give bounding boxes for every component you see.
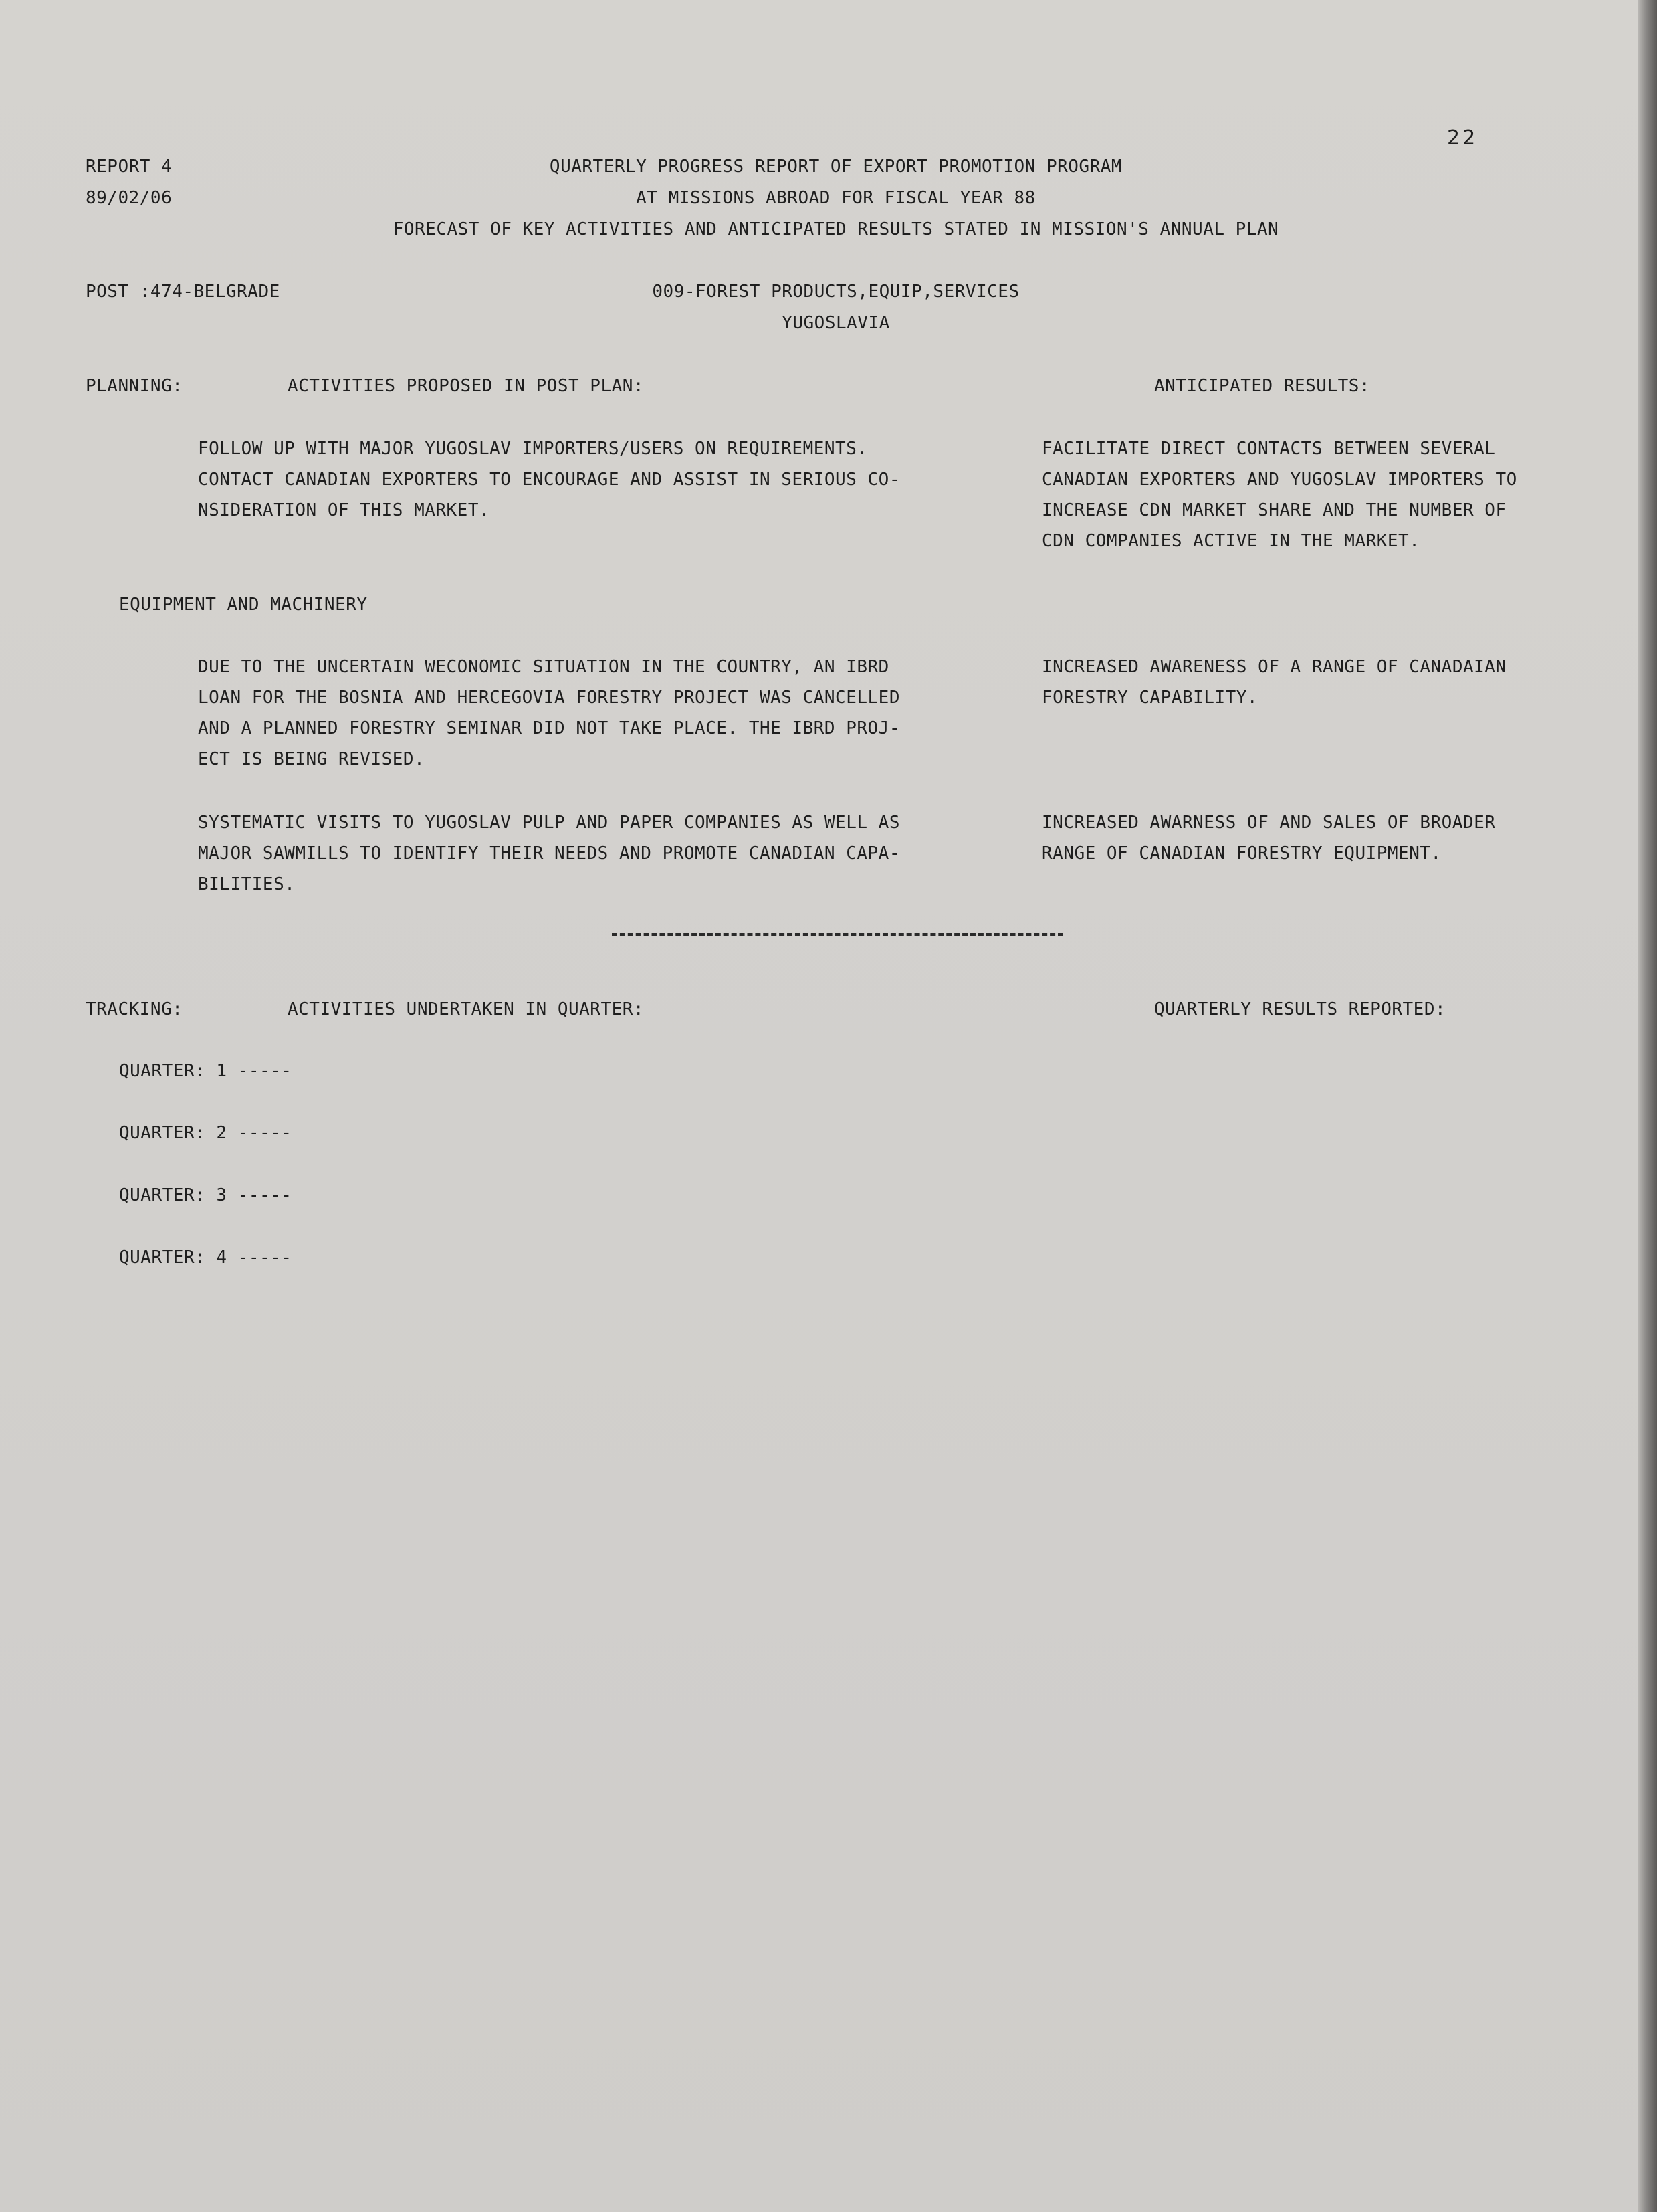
result-line: RANGE OF CANADIAN FORESTRY EQUIPMENT.	[1042, 843, 1442, 864]
planning-results-heading: ANTICIPATED RESULTS:	[1154, 376, 1371, 396]
result-line: INCREASE CDN MARKET SHARE AND THE NUMBER OF	[1042, 500, 1507, 520]
result-line: FACILITATE DIRECT CONTACTS BETWEEN SEVERAL	[1042, 439, 1496, 459]
section-divider	[612, 933, 1063, 936]
page-number: 22	[1447, 126, 1478, 150]
result-line: CANADIAN EXPORTERS AND YUGOSLAV IMPORTERS TO	[1042, 470, 1517, 490]
sector-title: 009-FOREST PRODUCTS,EQUIP,SERVICES	[652, 282, 1020, 302]
report-number: REPORT 4	[86, 157, 173, 177]
page-edge-shadow	[1638, 0, 1657, 2212]
report-title-line-1: QUARTERLY PROGRESS REPORT OF EXPORT PROMOTION PROGRAM	[549, 157, 1123, 177]
tracking-results-heading: QUARTERLY RESULTS REPORTED:	[1154, 999, 1446, 1019]
report-date: 89/02/06	[86, 188, 173, 208]
post-label: POST :474-BELGRADE	[86, 282, 280, 302]
country-name: YUGOSLAVIA	[782, 313, 890, 333]
report-title-line-3: FORECAST OF KEY ACTIVITIES AND ANTICIPATED RESULTS STATED IN MISSION'S ANNUAL PLAN	[393, 219, 1279, 239]
activity-line: ECT IS BEING REVISED.	[198, 749, 425, 769]
subsector-heading: EQUIPMENT AND MACHINERY	[119, 595, 368, 615]
activity-line: BILITIES.	[198, 874, 296, 894]
result-line: CDN COMPANIES ACTIVE IN THE MARKET.	[1042, 531, 1420, 551]
activity-line: NSIDERATION OF THIS MARKET.	[198, 500, 490, 520]
result-line: INCREASED AWARENESS OF A RANGE OF CANADAIAN	[1042, 657, 1507, 677]
activity-line: AND A PLANNED FORESTRY SEMINAR DID NOT TAKE PLACE. THE IBRD PROJ-	[198, 718, 900, 738]
activity-line: LOAN FOR THE BOSNIA AND HERCEGOVIA FORESTRY PROJECT WAS CANCELLED	[198, 688, 900, 708]
quarter-row: QUARTER: 2 -----	[119, 1123, 292, 1143]
tracking-activities-heading: ACTIVITIES UNDERTAKEN IN QUARTER:	[288, 999, 645, 1019]
quarter-row: QUARTER: 3 -----	[119, 1185, 292, 1205]
planning-label: PLANNING:	[86, 376, 183, 396]
quarter-row: QUARTER: 4 -----	[119, 1247, 292, 1268]
activity-line: MAJOR SAWMILLS TO IDENTIFY THEIR NEEDS AND PROMOTE CANADIAN CAPA-	[198, 843, 900, 864]
result-line: FORESTRY CAPABILITY.	[1042, 688, 1258, 708]
activity-line: SYSTEMATIC VISITS TO YUGOSLAV PULP AND PAPER COMPANIES AS WELL AS	[198, 813, 900, 833]
activity-line: DUE TO THE UNCERTAIN WECONOMIC SITUATION IN THE COUNTRY, AN IBRD	[198, 657, 889, 677]
activity-line: CONTACT CANADIAN EXPORTERS TO ENCOURAGE AND ASSIST IN SERIOUS CO-	[198, 470, 900, 490]
report-title-line-2: AT MISSIONS ABROAD FOR FISCAL YEAR 88	[636, 188, 1036, 208]
planning-activities-heading: ACTIVITIES PROPOSED IN POST PLAN:	[288, 376, 645, 396]
activity-line: FOLLOW UP WITH MAJOR YUGOSLAV IMPORTERS/USERS ON REQUIREMENTS.	[198, 439, 868, 459]
result-line: INCREASED AWARNESS OF AND SALES OF BROADER	[1042, 813, 1496, 833]
quarter-row: QUARTER: 1 -----	[119, 1061, 292, 1081]
tracking-label: TRACKING:	[86, 999, 183, 1019]
